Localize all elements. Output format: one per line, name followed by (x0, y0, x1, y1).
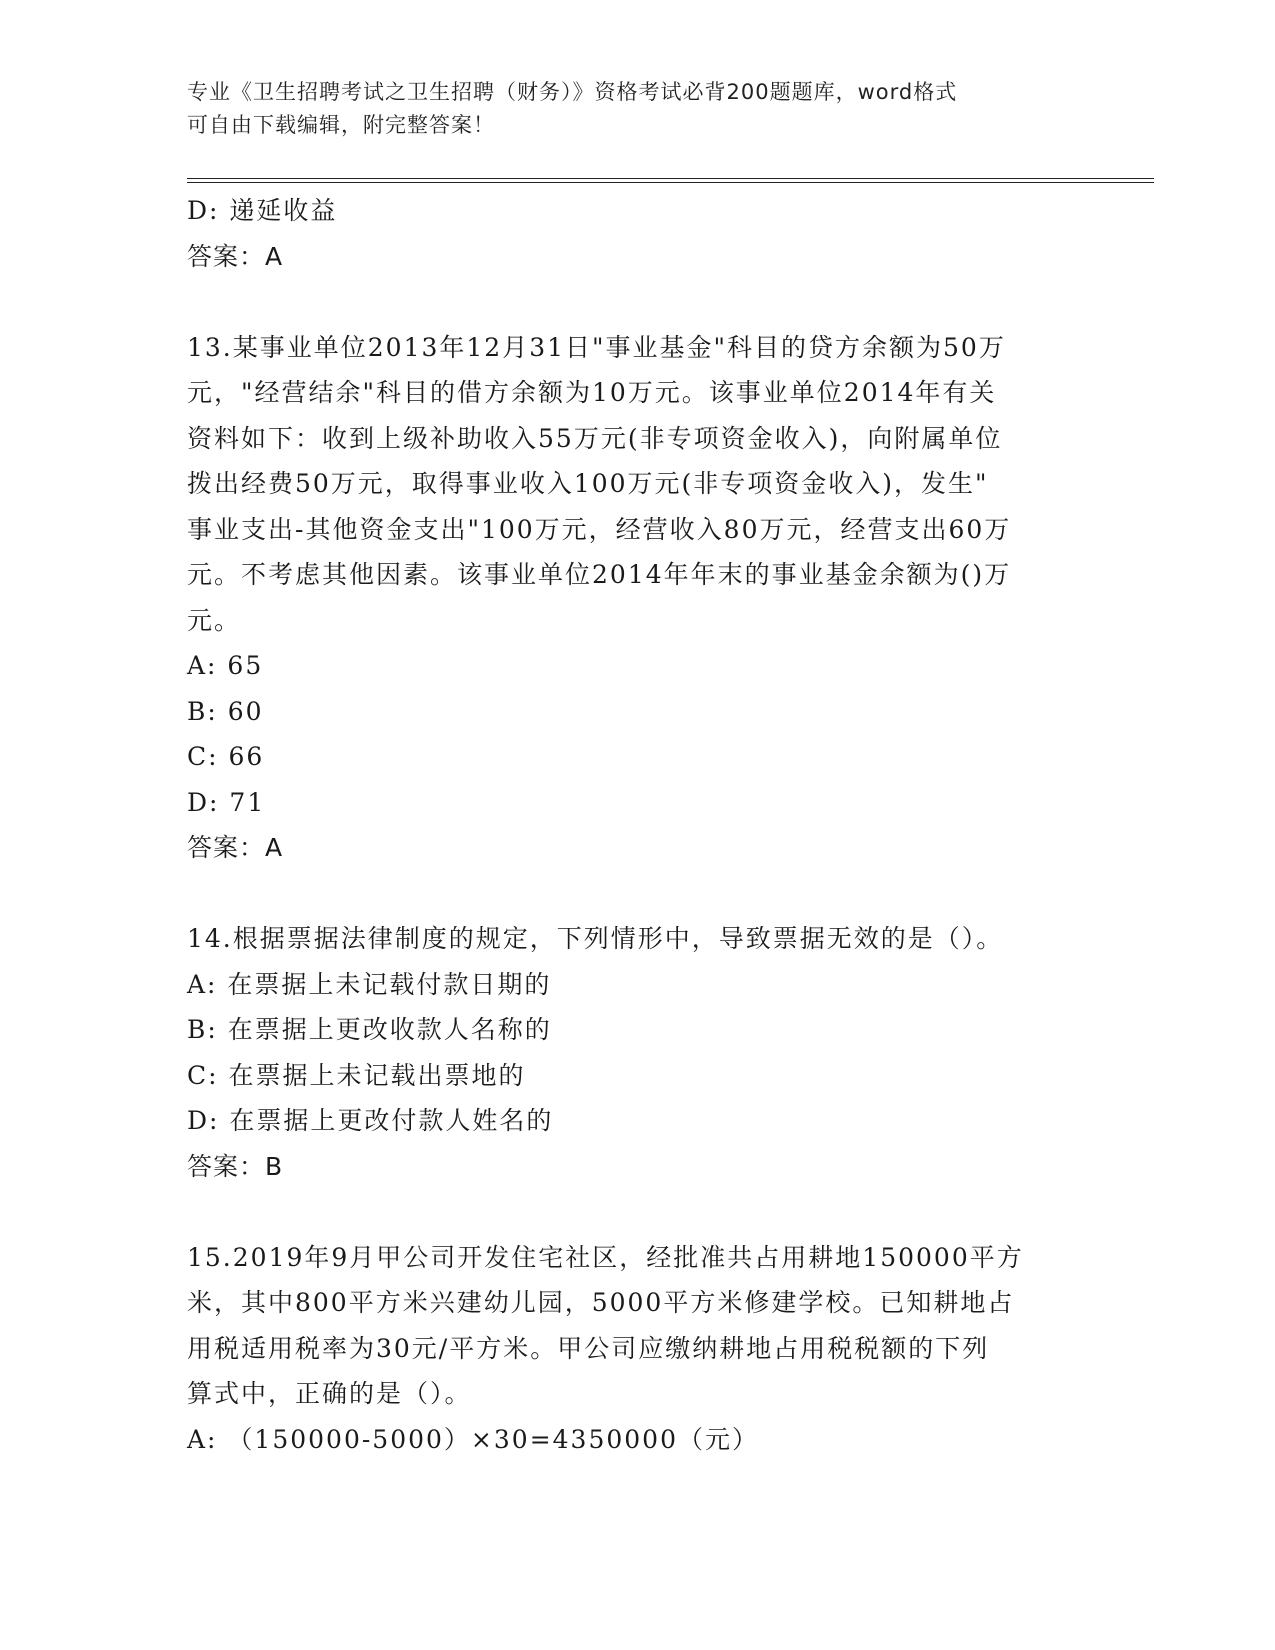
q15-stem (187, 1235, 1067, 1417)
q13-stem-line: 13.某事业单位2013年12月31日"事业基金"科目的贷方余额为50万 (187, 332, 1006, 362)
q15-stem-line: 用税适用税率为30元/平方米。甲公司应缴纳耕地占用税税额的下列 (187, 1333, 990, 1363)
q13-stem (187, 325, 1067, 644)
q13-option-d: D: 71 (187, 787, 266, 817)
header-rule-bottom (187, 182, 1154, 183)
spacer (187, 279, 1087, 325)
q13-answer: 答案：A (187, 833, 284, 862)
q15-option-a: A: （150000-5000）×30=4350000（元） (187, 1424, 759, 1454)
q12-answer: 答案：A (187, 241, 284, 271)
q12-option-d: D: 递延收益 (187, 196, 338, 225)
q15-stem-line: 15.2019年9月甲公司开发住宅社区，经批准共占用耕地150000平方 (187, 1242, 1024, 1272)
q15-stem-line: 算式中，正确的是（）。 (187, 1379, 472, 1408)
q14-answer: 答案：B (187, 1151, 284, 1181)
q14-option-c: C: 在票据上未记载出票地的 (187, 1060, 526, 1090)
header-line-1: 专业《卫生招聘考试之卫生招聘（财务）》资格考试必背200题题库，word格式 (187, 80, 958, 104)
header-line-2: 可自由下载编辑，附完整答案！ (187, 113, 495, 137)
q14-stem-line: 14.根据票据法律制度的规定，下列情形中，导致票据无效的是（）。 (187, 924, 1004, 953)
q14-option-b: B: 在票据上更改收款人名称的 (187, 1015, 552, 1044)
spacer (187, 871, 1087, 917)
spacer (187, 1189, 1087, 1235)
header-rule-top (187, 178, 1154, 179)
document-body (187, 188, 1087, 1462)
q13-stem-line: 元。不考虑其他因素。该事业单位2014年年末的事业基金余额为()万 (187, 560, 1012, 589)
q14-option-a: A: 在票据上未记载付款日期的 (187, 969, 552, 999)
q15-stem-line: 米，其中800平方米兴建幼儿园，5000平方米修建学校。已知耕地占 (187, 1288, 1015, 1317)
q13-option-c: C: 66 (187, 742, 265, 771)
q13-stem-line: 元。 (187, 605, 242, 635)
q13-stem-line: 资料如下：收到上级补助收入55万元(非专项资金收入)，向附属单位 (187, 423, 1003, 453)
q14-stem (187, 916, 1067, 962)
q13-stem-line: 事业支出-其他资金支出"100万元，经营收入80万元，经营支出60万 (187, 514, 1012, 544)
q13-stem-line: 元，"经营结余"科目的借方余额为10万元。该事业单位2014年有关 (187, 378, 997, 407)
q13-option-a: A: 65 (187, 651, 264, 680)
q13-stem-line: 拨出经费50万元，取得事业收入100万元(非专项资金收入)，发生" (187, 469, 989, 498)
document-header (187, 76, 1087, 142)
q14-option-d: D: 在票据上更改付款人姓名的 (187, 1106, 554, 1135)
q13-option-b: B: 60 (187, 696, 264, 726)
